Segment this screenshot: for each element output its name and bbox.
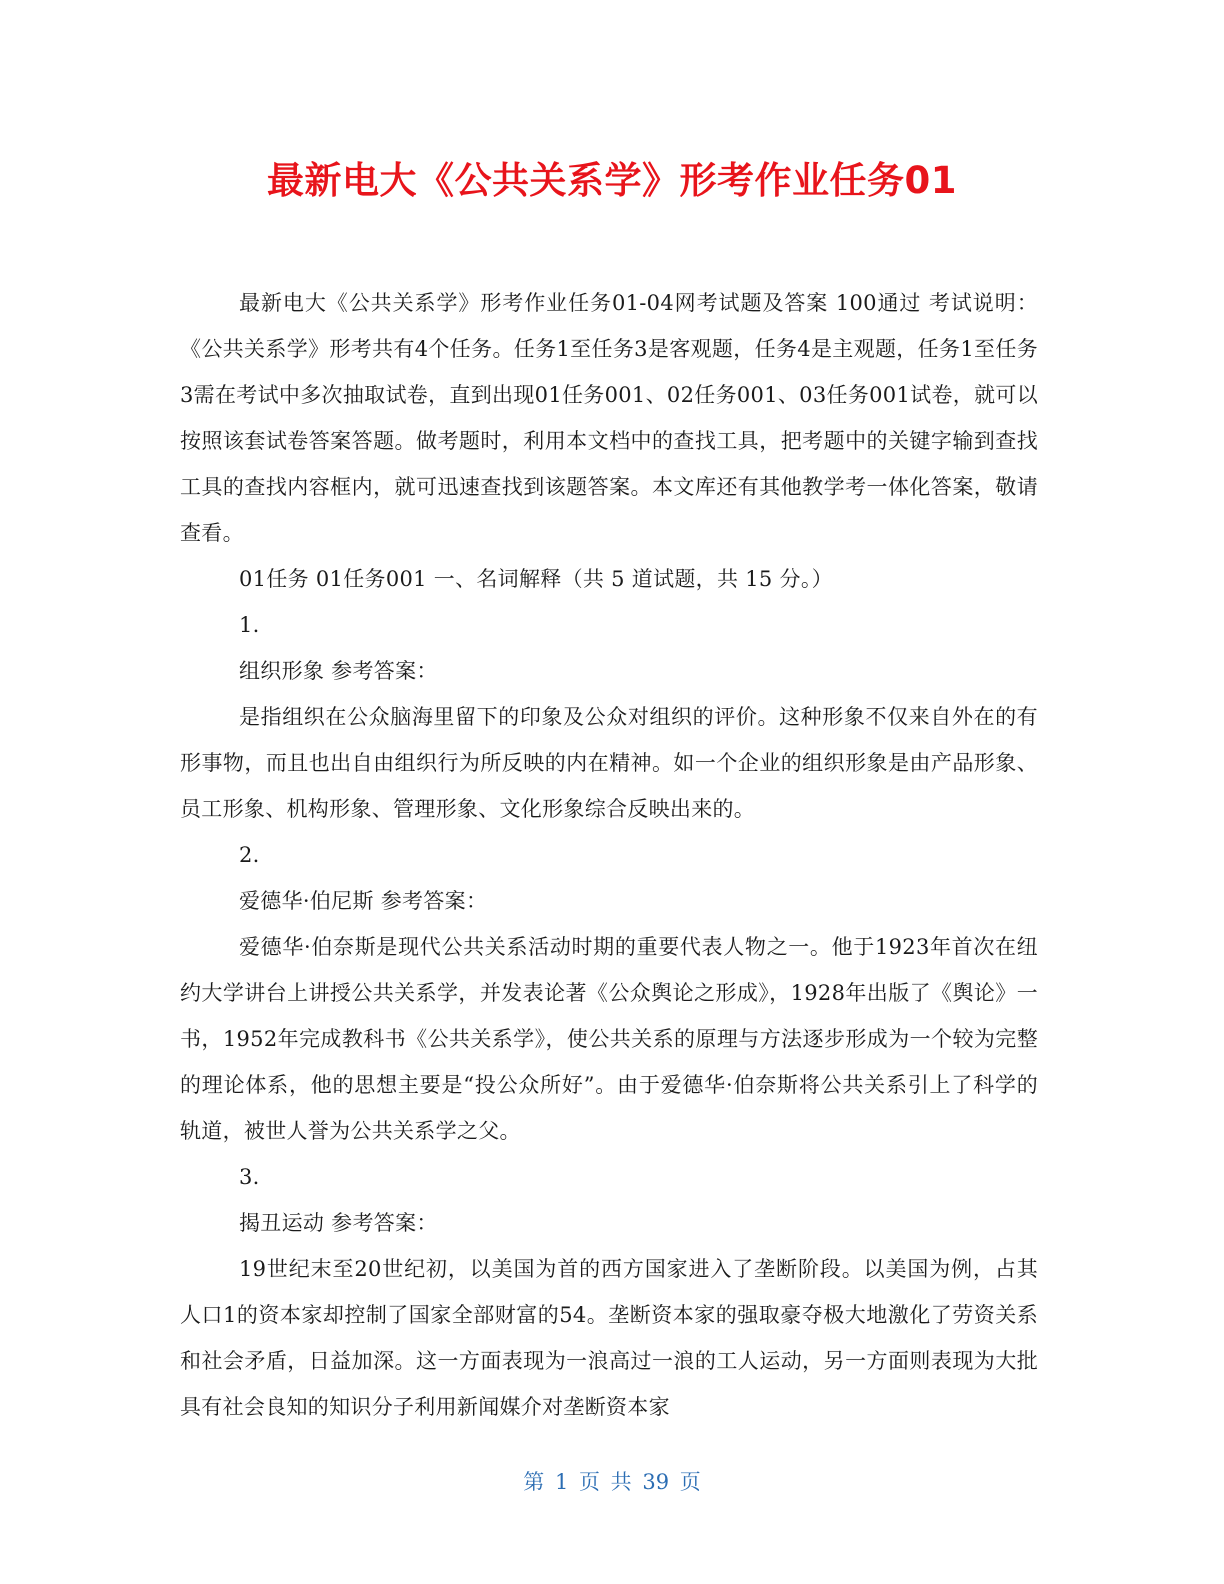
question-term: 爱德华·伯尼斯 参考答案： bbox=[239, 889, 488, 913]
question-number: 1. bbox=[239, 613, 260, 637]
document-body bbox=[180, 280, 1038, 1430]
question-term: 组织形象 参考答案： bbox=[239, 659, 438, 683]
section-heading: 01任务 01任务001 一、名词解释（共 5 道试题，共 15 分。） bbox=[239, 567, 833, 591]
document-title: 最新电大《公共关系学》形考作业任务01 bbox=[267, 158, 957, 202]
answer-paragraph: 是指组织在公众脑海里留下的印象及公众对组织的评价。这种形象不仅来自外在的有形事物，而且也出自由组织行为所反映的内在精神。如一个企业的组织形象是由产品形象、员工形象、机构形象、管理形象、文化形象综合反映出来的。 bbox=[180, 705, 1038, 821]
page-number-footer: 第 1 页 共 39 页 bbox=[523, 1470, 701, 1494]
answer-paragraph: 爱德华·伯奈斯是现代公共关系活动时期的重要代表人物之一。他于1923年首次在纽约大学讲台上讲授公共关系学，并发表论著《公众舆论之形成》，1928年出版了《舆论》一书，1952年完成教科书《公共关系学》，使公共关系的原理与方法逐步形成为一个较为完整的理论体系，他的思想主要是“投公众所好”。由于爱德华·伯奈斯将公共关系引上了科学的轨道，被世人誉为公共关系学之父。 bbox=[180, 935, 1038, 1143]
intro-paragraph: 最新电大《公共关系学》形考作业任务01-04网考试题及答案 100通过 考试说明：《公共关系学》形考共有4个任务。任务1至任务3是客观题，任务4是主观题，任务1至任务3需在考试中多次抽取试卷，直到出现01任务001、02任务001、03任务001试卷，就可以按照该套试卷答案答题。做考题时，利用本文档中的查找工具，把考题中的关键字输到查找工具的查找内容框内，就可迅速查找到该题答案。本文库还有其他教学考一体化答案，敬请查看。 bbox=[180, 291, 1038, 545]
question-number: 3. bbox=[239, 1165, 260, 1189]
question-number: 2. bbox=[239, 843, 260, 867]
answer-paragraph: 19世纪末至20世纪初，以美国为首的西方国家进入了垄断阶段。以美国为例，占其人口1的资本家却控制了国家全部财富的54。垄断资本家的强取豪夺极大地激化了劳资关系和社会矛盾，日益加深。这一方面表现为一浪高过一浪的工人运动，另一方面则表现为大批具有社会良知的知识分子利用新闻媒介对垄断资本家 bbox=[180, 1257, 1038, 1419]
question-term: 揭丑运动 参考答案： bbox=[239, 1211, 438, 1235]
